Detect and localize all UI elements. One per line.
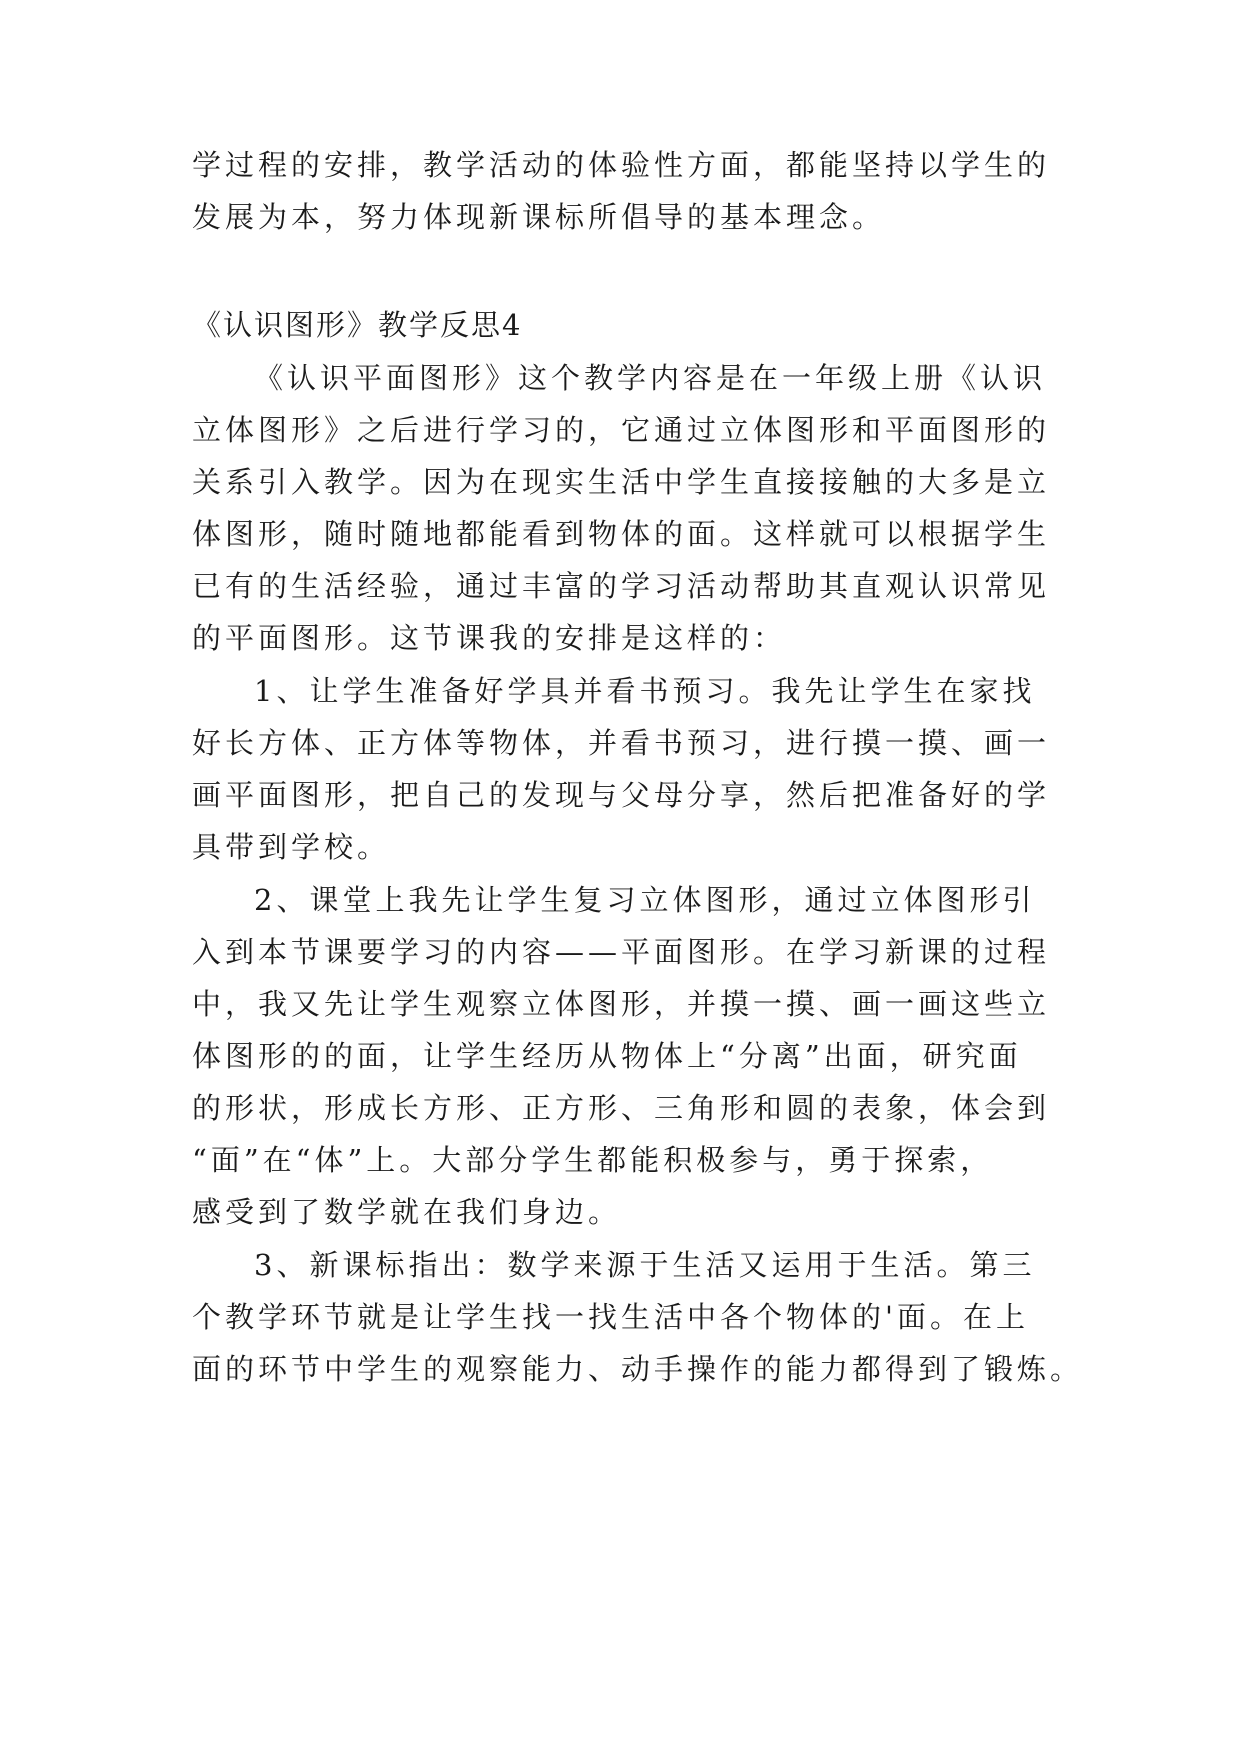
section-title: 《认识图形》教学反思4 (192, 308, 523, 342)
text-line: 关系引入教学。因为在现实生活中学生直接接触的大多是立 (192, 465, 1051, 499)
text-line: 画平面图形，把自己的发现与父母分享，然后把准备好的学 (192, 778, 1051, 812)
text-line: 《认识平面图形》这个教学内容是在一年级上册《认识 (254, 361, 1047, 395)
text-line: 已有的生活经验，通过丰富的学习活动帮助其直观认识常见 (192, 569, 1051, 603)
text-line: 面的环节中学生的观察能力、动手操作的能力都得到了锻炼。 (192, 1352, 1084, 1386)
text-line: 体图形的的面，让学生经历从物体上“分离”出面，研究面 (192, 1039, 1022, 1073)
text-line: 好长方体、正方体等物体，并看书预习，进行摸一摸、画一 (192, 726, 1051, 760)
text-line: 中，我又先让学生观察立体图形，并摸一摸、画一画这些立 (192, 987, 1051, 1021)
text-line: 3、新课标指出：数学来源于生活又运用于生活。第三 (254, 1248, 1036, 1282)
text-line: 的平面图形。这节课我的安排是这样的： (192, 621, 787, 655)
text-line: 入到本节课要学习的内容——平面图形。在学习新课的过程 (192, 935, 1051, 969)
text-line: 2、课堂上我先让学生复习立体图形，通过立体图形引 (254, 883, 1036, 917)
text-line: 立体图形》之后进行学习的，它通过立体图形和平面图形的 (192, 413, 1051, 447)
text-line: 感受到了数学就在我们身边。 (192, 1195, 622, 1229)
text-line: 1、让学生准备好学具并看书预习。我先让学生在家找 (254, 674, 1036, 708)
text-line: “面”在“体”上。大部分学生都能积极参与，勇于探索， (192, 1143, 994, 1177)
text-line: 体图形，随时随地都能看到物体的面。这样就可以根据学生 (192, 517, 1051, 551)
text-line: 学过程的安排，教学活动的体验性方面，都能坚持以学生的 (192, 148, 1051, 182)
text-line: 的形状，形成长方形、正方形、三角形和圆的表象，体会到 (192, 1091, 1051, 1125)
text-line: 发展为本，努力体现新课标所倡导的基本理念。 (192, 200, 886, 234)
text-line: 个教学环节就是让学生找一找生活中各个物体的'面。在上 (192, 1300, 1029, 1334)
text-line: 具带到学校。 (192, 830, 391, 864)
